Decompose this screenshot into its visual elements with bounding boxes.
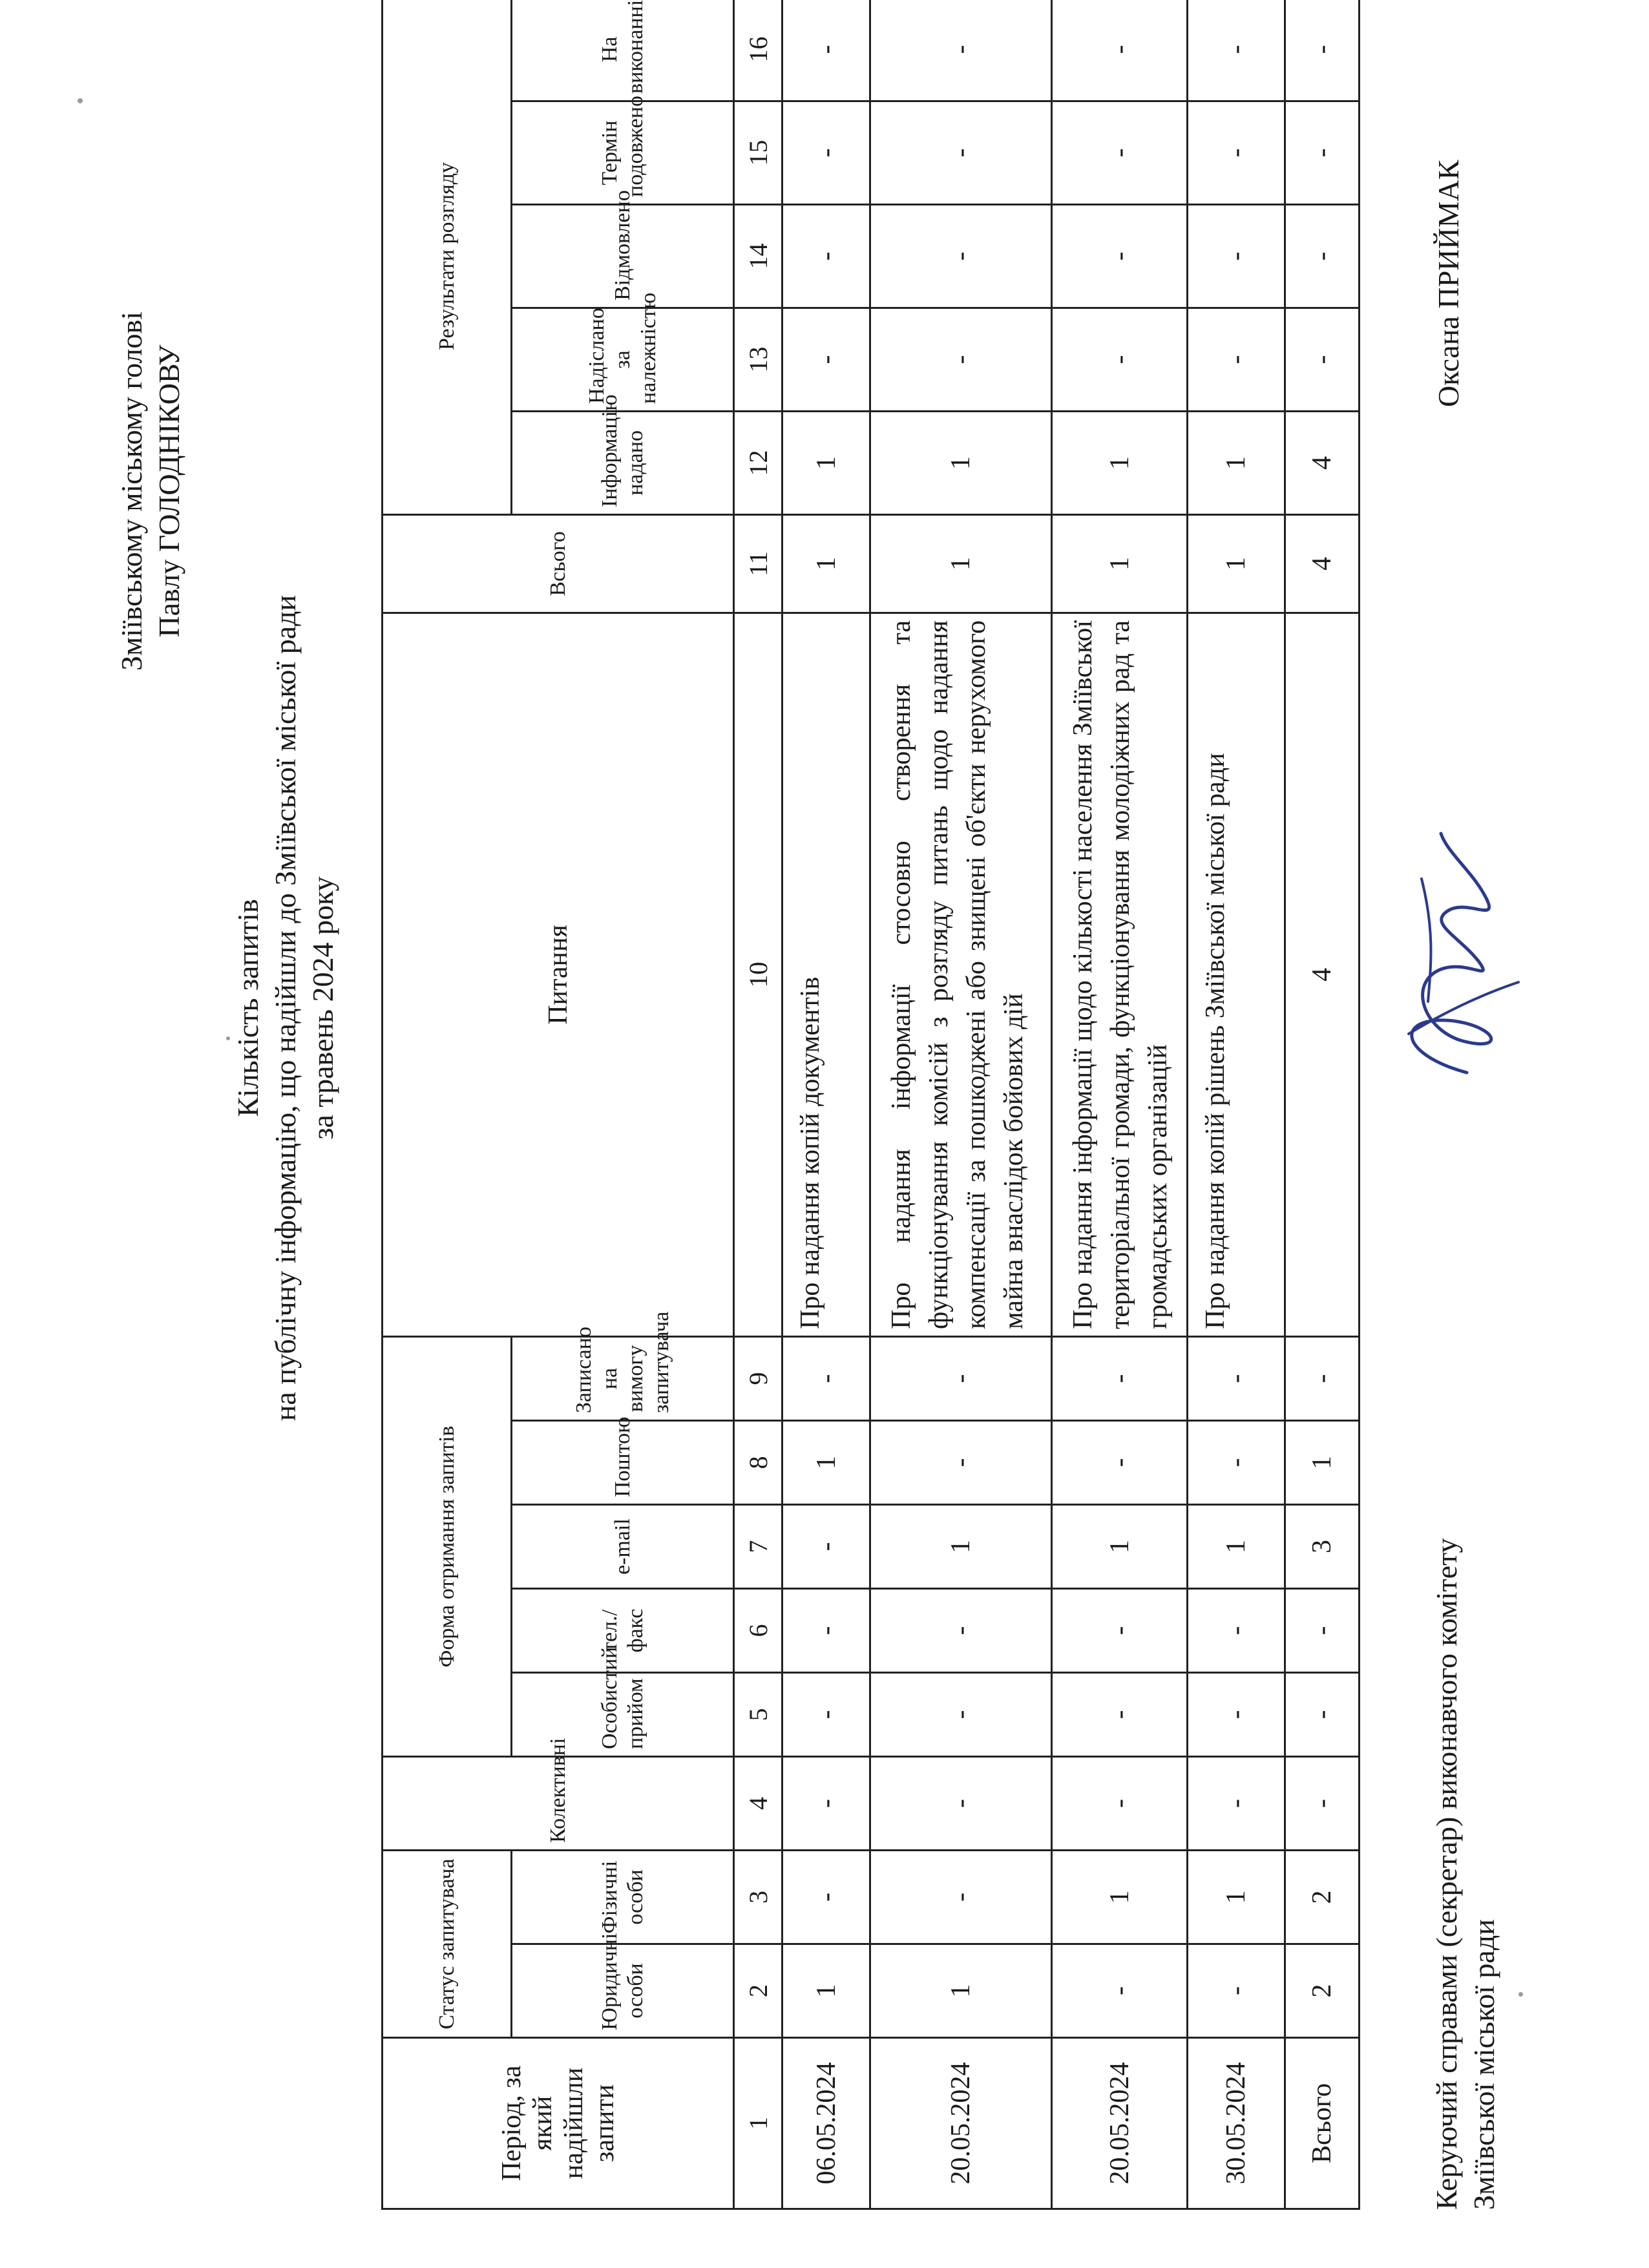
cell-personal: - xyxy=(782,1673,870,1757)
cell-phone: - xyxy=(1052,1589,1188,1673)
cell-phone: - xyxy=(782,1589,870,1673)
cell-total: 1 xyxy=(1188,514,1285,613)
column-number: 2 xyxy=(734,1944,782,2038)
cell-recorded: - xyxy=(782,1336,870,1420)
cell-progress: - xyxy=(870,0,1052,101)
cell-refused: - xyxy=(1285,204,1360,308)
column-number: 7 xyxy=(734,1505,782,1589)
cell-progress: - xyxy=(1188,0,1285,101)
column-number: 11 xyxy=(734,514,782,613)
cell-forwarded: - xyxy=(1285,308,1360,411)
cell-legal: 1 xyxy=(870,1944,1052,2038)
addressee-name: Павлу ГОЛОДНІКОВУ xyxy=(152,344,185,638)
header-physical: Фізичні особи xyxy=(512,1851,734,1944)
header-total: Всього xyxy=(383,514,734,613)
cell-recorded: - xyxy=(1052,1336,1188,1420)
cell-personal: - xyxy=(870,1673,1052,1757)
header-collective: Колективні xyxy=(383,1757,734,1851)
cell-info: 1 xyxy=(782,411,870,514)
title-line: за травень 2024 року xyxy=(306,876,339,1140)
header-questions: Питання xyxy=(383,613,734,1336)
handwritten-signature xyxy=(1370,821,1538,1092)
cell-physical: 1 xyxy=(1188,1851,1285,1944)
cell-progress: - xyxy=(1285,0,1360,101)
column-number: 4 xyxy=(734,1757,782,1851)
cell-refused: - xyxy=(1052,204,1188,308)
totals-row xyxy=(1285,0,1360,2209)
cell-collective: - xyxy=(782,1757,870,1851)
cell-recorded: - xyxy=(1188,1336,1285,1420)
cell-period: 06.05.2024 xyxy=(782,2038,870,2209)
cell-post: 1 xyxy=(1285,1421,1360,1505)
table-row xyxy=(1188,0,1285,2209)
cell-question: Про надання інформації щодо кількості населення Зміївської територіальної громади, функціонування молодіжних рад та громадських організацій xyxy=(1052,613,1188,1336)
cell-extended: - xyxy=(782,101,870,204)
cell-physical: - xyxy=(782,1851,870,1944)
column-number: 1 xyxy=(734,2038,782,2209)
cell-phone: - xyxy=(1285,1589,1360,1673)
cell-post: - xyxy=(870,1421,1052,1505)
column-number: 3 xyxy=(734,1851,782,1944)
cell-collective: - xyxy=(1052,1757,1188,1851)
cell-legal: 2 xyxy=(1285,1944,1360,2038)
scan-speck xyxy=(226,1036,230,1040)
cell-info: 1 xyxy=(1052,411,1188,514)
cell-email: 3 xyxy=(1285,1505,1360,1589)
cell-progress: - xyxy=(1052,0,1188,101)
cell-physical: 2 xyxy=(1285,1851,1360,1944)
table-row xyxy=(782,0,870,2209)
cell-email: 1 xyxy=(1188,1505,1285,1589)
cell-info: 4 xyxy=(1285,411,1360,514)
header-in-progress: На виконанні xyxy=(512,0,734,101)
header-refused: Відмовлено xyxy=(512,204,734,308)
cell-extended: - xyxy=(870,101,1052,204)
cell-recorded: - xyxy=(1285,1336,1360,1420)
cell-legal: 1 xyxy=(782,1944,870,2038)
cell-email: - xyxy=(782,1505,870,1589)
cell-refused: - xyxy=(870,204,1052,308)
cell-email: 1 xyxy=(1052,1505,1188,1589)
cell-info: 1 xyxy=(870,411,1052,514)
cell-post: - xyxy=(1052,1421,1188,1505)
cell-email: 1 xyxy=(870,1505,1052,1589)
cell-extended: - xyxy=(1188,101,1285,204)
cell-physical: - xyxy=(870,1851,1052,1944)
header-results: Результати розгляду xyxy=(383,0,512,514)
cell-legal: - xyxy=(1052,1944,1188,2038)
column-number: 10 xyxy=(734,613,782,1336)
header-form: Форма отримання запитів xyxy=(383,1336,512,1756)
cell-post: 1 xyxy=(782,1421,870,1505)
header-legal: Юридичні особи xyxy=(512,1944,734,2038)
position-line: Керуючий справами (секретар) виконавчого комітету xyxy=(1430,1538,1463,2210)
cell-forwarded: - xyxy=(782,308,870,411)
header-status: Статус запитувача xyxy=(383,1851,512,2038)
cell-total: 1 xyxy=(870,514,1052,613)
column-number: 5 xyxy=(734,1673,782,1757)
title-line: Кількість запитів xyxy=(231,899,264,1117)
cell-post: - xyxy=(1188,1421,1285,1505)
cell-period: 20.05.2024 xyxy=(870,2038,1052,2209)
document-title xyxy=(229,426,342,1590)
header-recorded: Записано на вимогу запитувача xyxy=(512,1336,734,1420)
cell-info: 1 xyxy=(1188,411,1285,514)
cell-question: 4 xyxy=(1285,613,1360,1336)
title-line: на публічну інформацію, що надійшли до Зміївської міської ради xyxy=(269,594,302,1422)
cell-recorded: - xyxy=(870,1336,1052,1420)
column-number: 13 xyxy=(734,308,782,411)
addressee-block xyxy=(113,136,188,846)
cell-personal: - xyxy=(1285,1673,1360,1757)
cell-collective: - xyxy=(1188,1757,1285,1851)
cell-question: Про надання копій рішень Зміївської міської ради xyxy=(1188,613,1285,1336)
cell-forwarded: - xyxy=(1052,308,1188,411)
requests-table xyxy=(381,0,1360,2210)
cell-forwarded: - xyxy=(870,308,1052,411)
header-phone-fax: тел./факс xyxy=(512,1589,734,1673)
position-line: Зміївської міської ради xyxy=(1467,1919,1500,2210)
cell-phone: - xyxy=(1188,1589,1285,1673)
cell-collective: - xyxy=(870,1757,1052,1851)
cell-period: 30.05.2024 xyxy=(1188,2038,1285,2209)
column-number: 15 xyxy=(734,101,782,204)
column-number: 9 xyxy=(734,1336,782,1420)
cell-personal: - xyxy=(1052,1673,1188,1757)
header-post: Поштою xyxy=(512,1421,734,1505)
column-number: 12 xyxy=(734,411,782,514)
cell-period: 20.05.2024 xyxy=(1052,2038,1188,2209)
cell-total: 4 xyxy=(1285,514,1360,613)
table-row xyxy=(870,0,1052,2209)
cell-collective: - xyxy=(1285,1757,1360,1851)
scan-speck xyxy=(78,98,83,103)
table-row xyxy=(1052,0,1188,2209)
signatory-position xyxy=(1428,1176,1503,2210)
column-number: 16 xyxy=(734,0,782,101)
cell-legal: - xyxy=(1188,1944,1285,2038)
cell-forwarded: - xyxy=(1188,308,1285,411)
signatory-name: Оксана ПРИЙМАК xyxy=(1432,160,1465,407)
cell-progress: - xyxy=(782,0,870,101)
cell-extended: - xyxy=(1052,101,1188,204)
header-personal: Особистий прийом xyxy=(512,1673,734,1757)
cell-refused: - xyxy=(782,204,870,308)
column-number: 14 xyxy=(734,204,782,308)
cell-total: 1 xyxy=(782,514,870,613)
cell-total: 1 xyxy=(1052,514,1188,613)
cell-period: Всього xyxy=(1285,2038,1360,2209)
header-period: Період, за який надійшли запити xyxy=(383,2038,734,2209)
header-info-given: Інформацію надано xyxy=(512,411,734,514)
cell-physical: 1 xyxy=(1052,1851,1188,1944)
addressee-line: Зміївському міському голові xyxy=(115,311,148,671)
cell-phone: - xyxy=(870,1589,1052,1673)
column-number: 8 xyxy=(734,1421,782,1505)
scan-speck xyxy=(1518,1992,1523,1997)
cell-question: Про надання копій документів xyxy=(782,613,870,1336)
cell-question: Про надання інформації стосовно створення та функціонування комісій з розгляду питань щодо надання компенсації за пошкоджені або знищені об'єкти нерухомого майна внаслідок бойових дій xyxy=(870,613,1052,1336)
cell-personal: - xyxy=(1188,1673,1285,1757)
header-extended: Термін подовжено xyxy=(512,101,734,204)
header-email: e-mail xyxy=(512,1505,734,1589)
header-forwarded: Надіслано за належністю xyxy=(512,308,734,411)
cell-extended: - xyxy=(1285,101,1360,204)
cell-refused: - xyxy=(1188,204,1285,308)
column-number: 6 xyxy=(734,1589,782,1673)
